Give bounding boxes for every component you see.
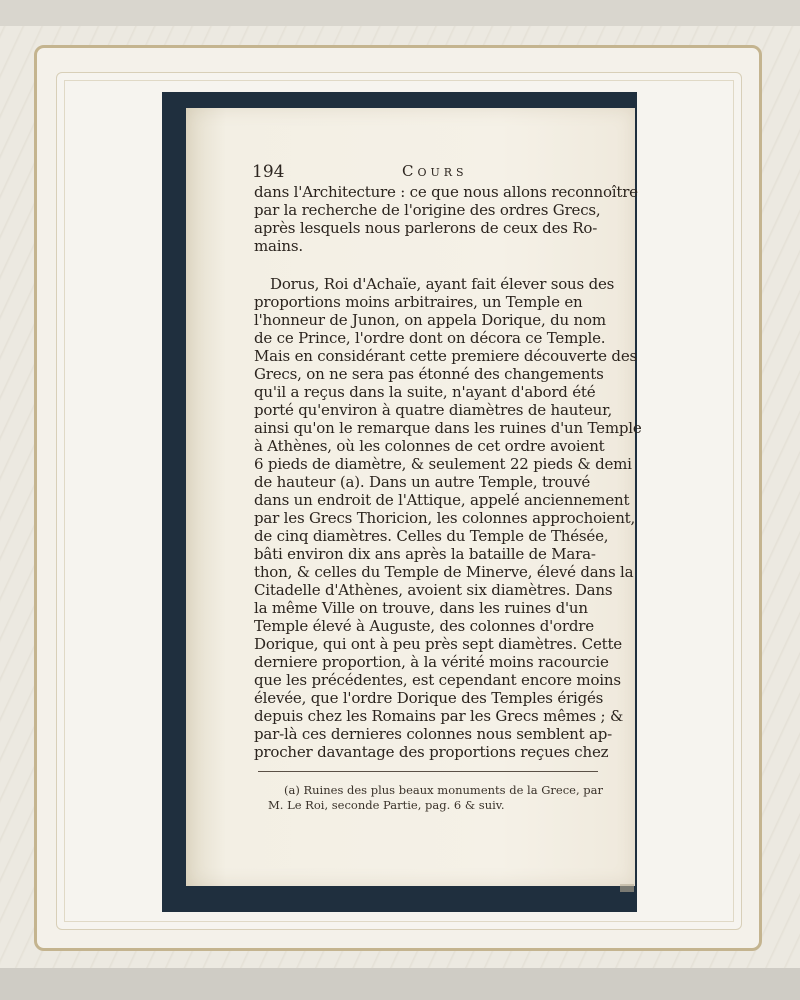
page-header (252, 160, 602, 184)
body-line: à Athènes, où les colonnes de cet ordre avoient (254, 437, 605, 455)
body-line: ainsi qu'on le remarque dans les ruines d'un Temple (254, 419, 642, 437)
body-line: dans un endroit de l'Attique, appelé anciennement (254, 491, 630, 509)
running-head: Cours (402, 162, 468, 180)
bottom-band (0, 968, 800, 1000)
book-page (186, 108, 642, 886)
body-line: depuis chez les Romains par les Grecs mêmes ; & (254, 707, 624, 725)
body-line: bâti environ dix ans après la bataille de Mara- (254, 545, 596, 563)
body-line: Dorus, Roi d'Achaïe, ayant fait élever sous des (270, 275, 615, 293)
body-line: Grecs, on ne sera pas étonné des changements (254, 365, 604, 383)
footnote-line: M. Le Roi, seconde Partie, pag. 6 & suiv. (268, 798, 505, 812)
body-line: élevée, que l'ordre Dorique des Temples érigés (254, 689, 604, 707)
body-line: Citadelle d'Athènes, avoient six diamètres. Dans (254, 581, 613, 599)
page-number: 194 (252, 162, 285, 182)
body-line: 6 pieds de diamètre, & seulement 22 pieds & demi (254, 455, 632, 473)
body-line: proportions moins arbitraires, un Temple en (254, 293, 583, 311)
body-line: par-là ces dernieres colonnes nous semblent ap- (254, 725, 613, 743)
body-line: par les Grecs Thoricion, les colonnes approchoient, (254, 509, 636, 527)
body-line: après lesquels nous parlerons de ceux des Ro- (254, 219, 598, 237)
body-line: porté qu'environ à quatre diamètres de hauteur, (254, 401, 613, 419)
body-line: thon, & celles du Temple de Minerve, élevé dans la (254, 563, 634, 581)
body-line: procher davantage des proportions reçues chez (254, 743, 609, 761)
body-line: Dorique, qui ont à peu près sept diamètres. Cette (254, 635, 622, 653)
body-line: l'honneur de Junon, on appela Dorique, du nom (254, 311, 606, 329)
body-line: dans l'Architecture : ce que nous allons reconnoître (254, 183, 638, 201)
body-line: de hauteur (a). Dans un autre Temple, trouvé (254, 473, 591, 491)
corner-mark (620, 884, 634, 892)
body-line: derniere proportion, à la vérité moins racourcie (254, 653, 609, 671)
body-line: Temple élevé à Auguste, des colonnes d'ordre (254, 617, 594, 635)
body-line: qu'il a reçus dans la suite, n'ayant d'abord été (254, 383, 596, 401)
body-line: Mais en considérant cette premiere découverte des (254, 347, 637, 365)
page-scan (162, 92, 642, 912)
body-line: mains. (254, 237, 303, 255)
body-line: de ce Prince, l'ordre dont on décora ce Temple. (254, 329, 606, 347)
footnote-line: (a) Ruines des plus beaux monuments de la Grece, par (284, 783, 604, 797)
body-line: de cinq diamètres. Celles du Temple de Thésée, (254, 527, 609, 545)
body-line: par la recherche de l'origine des ordres Grecs, (254, 201, 601, 219)
footnote-rule (258, 771, 598, 772)
top-band (0, 0, 800, 26)
body-line: la même Ville on trouve, dans les ruines d'un (254, 599, 588, 617)
body-line: que les précédentes, est cependant encore moins (254, 671, 621, 689)
